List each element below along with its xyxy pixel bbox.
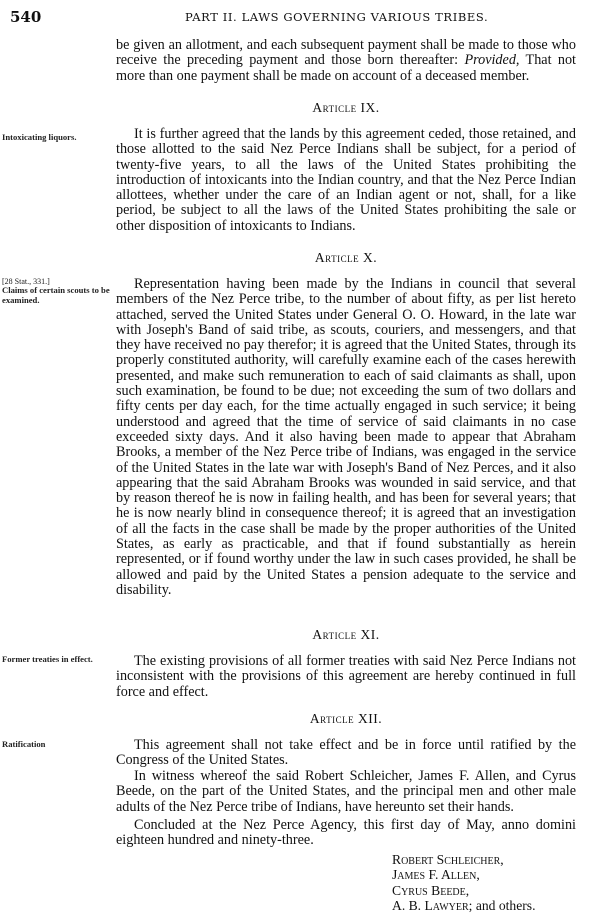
- margin-note-claims-text: Claims of certain scouts to be examined.: [2, 285, 110, 305]
- article-9-text: It is further agreed that the lands by this agreement ceded, those retained, and those allotted to the said Nez Perce Indians shall be subject, for a period of twenty-five years, to all the laws of the United States prohibiting the introduction of intoxicants into the Indian country, and that the Nez Perce Indian allottees, whether under the care of an Indian agent or not, shall, for a like period, be subject to all the laws of the United States prohibiting the sale or other disposition of intoxicants to Indians.: [116, 126, 576, 234]
- article-9-heading: Article IX.: [312, 100, 380, 115]
- article-12-text: This agreement shall not take effect and be in force until ratified by the Congress of the United States.: [116, 737, 576, 769]
- signature-robert-schleicher: Robert Schleicher,: [392, 852, 504, 867]
- article-12-heading: Article XII.: [309, 711, 383, 726]
- concluded-paragraph: Concluded at the Nez Perce Agency, this first day of May, anno domini eighteen hundred and ninety-three.: [116, 817, 576, 849]
- article-10-heading: Article X.: [314, 250, 378, 265]
- margin-note-statute-ref: [28 Stat., 331.]: [2, 277, 50, 286]
- signature-a-b-lawyer-name: A. B. Lawyer;: [392, 898, 473, 914]
- margin-note-intoxicating-liquors: Intoxicating liquors.: [2, 132, 77, 142]
- margin-note-claims-of-scouts: [2, 277, 114, 305]
- signature-cyrus-beede: Cyrus Beede,: [392, 882, 470, 898]
- margin-note-ratification: Ratification: [2, 739, 46, 749]
- page-header: [10, 8, 590, 28]
- margin-note-former-treaties: Former treaties in effect.: [2, 654, 93, 664]
- page-number: 540: [10, 8, 42, 26]
- intro-text-before: be given an allotment, and each subsequent payment shall be made to those who receive the preceding payment and those born thereafter:: [116, 37, 576, 69]
- intro-text-after: That not more than one payment shall be made on account of a deceased member.: [116, 52, 576, 84]
- article-10-text: Representation having been made by the Indians in council that several members of the Nez Perce tribe, to the number of about fifty, as per list hereto attached, served the United States under General O. O. Howard, in the late war with Joseph's Band of said tribe, as scouts, couriers, and messengers, and that they have received no pay therefor; it is agreed that the United States, through its properly constituted authority, will carefully examine each of the cases herewith presented, and make such remuneration to each of said claimants as shall, upon such examination, be found to be due; not exceeding the sum of two dollars and fifty cents per day each, for the time actually engaged in such service; it being understood and agreed that the time of service of said claimants in no case exceeded sixty days. And it also having been made to appear that Abraham Brooks, a member of the Nez Perce tribe of Indians, was engaged in the service of the United States in the late war with Joseph's Band of Nez Perces, and it also appearing that the said Abraham Brooks was wounded in said service, and that by reason thereof he is now in failing health, and has been for several years; that he is now nearly blind in consequence thereof; it is agreed that an investigation of all the facts in the case shall be made by the proper authorities of the United States, as early as practicable, and that if found substantially as herein represented, or if found worthy under the law in such cases provided, he shall be allowed and paid by the United States a pension adequate to the service and disability.: [116, 276, 576, 598]
- signature-james-f-allen: James F. Allen,: [392, 867, 480, 883]
- witness-paragraph: In witness whereof the said Robert Schleicher, James F. Allen, and Cyrus Beede, on the part of the United States, and the principal men and other male adults of the Nez Perce tribe of Indians, have hereunto set their hands.: [116, 768, 576, 815]
- article-11-text: The existing provisions of all former treaties with said Nez Perce Indians not inconsistent with the provisions of this agreement are hereby continued in full force and effect.: [116, 653, 576, 700]
- article-11-heading: Article XI.: [312, 627, 380, 642]
- signature-and-others: and others.: [472, 898, 536, 914]
- running-head: PART II. LAWS GOVERNING VARIOUS TRIBES.: [185, 10, 489, 24]
- intro-paragraph: [116, 38, 576, 84]
- signature-block: [392, 852, 597, 914]
- provided-word: Provided,: [464, 52, 520, 69]
- signature-a-b-lawyer: [392, 898, 597, 913]
